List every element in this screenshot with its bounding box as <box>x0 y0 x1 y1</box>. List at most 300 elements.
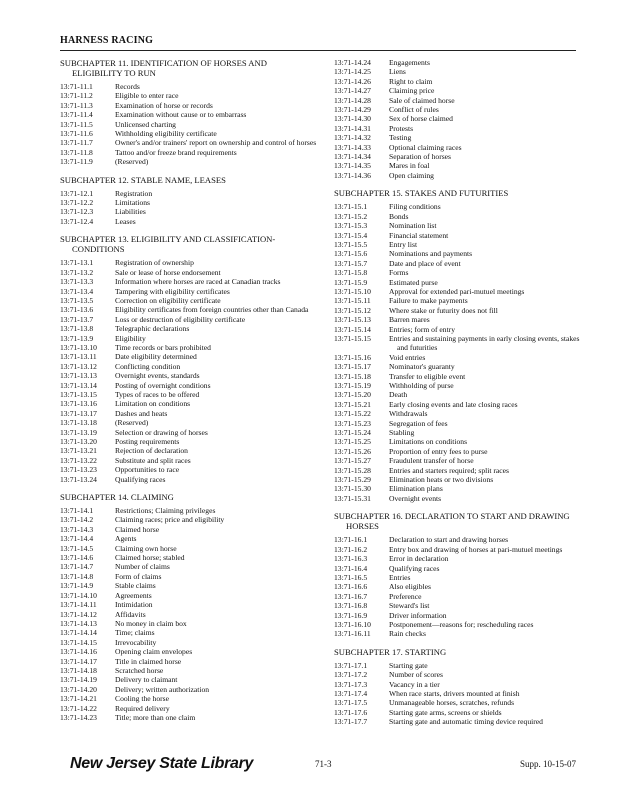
toc-entry <box>60 82 322 91</box>
toc-entry <box>334 231 584 240</box>
section-title: Entries <box>389 572 411 582</box>
section-number: 13:71-17.1 <box>334 660 368 670</box>
section-number: 13:71-15.20 <box>334 390 371 400</box>
section-title: Stable claims <box>115 581 156 591</box>
section-title: Withholding of purse <box>389 381 454 390</box>
section-title: Segregation of fees <box>389 418 448 428</box>
section-title: Bonds <box>389 211 409 221</box>
section-number: 13:71-14.27 <box>334 86 371 96</box>
section-number: 13:71-14.20 <box>60 684 97 694</box>
section-title: Required delivery <box>115 703 170 713</box>
section-title: Limitations <box>115 198 151 208</box>
toc-entry <box>334 259 584 268</box>
section-title: Vacancy in a tier <box>389 679 440 689</box>
section-number: 13:71-14.6 <box>60 553 94 563</box>
section-number: 13:71-14.19 <box>60 675 97 685</box>
toc-entry <box>60 600 322 609</box>
toc-entry <box>334 240 584 249</box>
section-number: 13:71-13.13 <box>60 371 97 381</box>
section-title: Claiming price <box>389 86 435 96</box>
toc-entry <box>334 278 584 287</box>
section-number: 13:71-11.1 <box>60 82 93 91</box>
section-number: 13:71-11.2 <box>60 91 93 101</box>
section-number: 13:71-14.2 <box>60 515 94 525</box>
section-number: 13:71-14.21 <box>60 694 97 704</box>
section-number: 13:71-17.6 <box>334 707 368 717</box>
section-number: 13:71-14.33 <box>334 142 371 152</box>
toc-entry <box>60 685 322 694</box>
section-number: 13:71-13.4 <box>60 286 94 296</box>
section-title: Rain checks <box>389 629 426 639</box>
section-number: 13:71-14.26 <box>334 76 371 86</box>
section-title: Entries and sustaining payments in early closing events, stakes and futurities <box>389 333 580 353</box>
subchapter-heading: SUBCHAPTER 15. STAKES AND FUTURITIES <box>334 188 509 199</box>
section-number: 13:71-11.6 <box>60 129 93 139</box>
toc-entry <box>334 67 584 76</box>
toc-entry <box>334 400 584 409</box>
toc-entry <box>60 189 322 198</box>
section-number: 13:71-15.24 <box>334 428 371 438</box>
toc-entry <box>60 418 322 427</box>
page-number: 71-3 <box>315 759 332 769</box>
toc-entry <box>334 296 584 305</box>
section-number: 13:71-13.10 <box>60 342 97 352</box>
section-number: 13:71-12.4 <box>60 216 94 226</box>
section-number: 13:71-13.11 <box>60 352 97 362</box>
section-number: 13:71-13.12 <box>60 361 97 371</box>
section-number: 13:71-14.16 <box>60 647 97 657</box>
section-title: Time records or bars prohibited <box>115 342 211 352</box>
subchapter-heading: SUBCHAPTER 13. ELIGIBILITY AND CLASSIFICATION-CONDITIONS <box>60 234 276 255</box>
toc-entry <box>60 258 322 267</box>
supplement-date: Supp. 10-15-07 <box>520 759 576 769</box>
section-title: Owner's and/or trainers' report on ownership and control of horses <box>115 138 317 148</box>
running-head: HARNESS RACING <box>60 35 154 46</box>
section-number: 13:71-16.1 <box>334 535 368 545</box>
toc-entry <box>334 601 584 610</box>
section-title: Eligibility <box>115 333 146 343</box>
toc-entry <box>334 494 584 503</box>
section-title: Separation of horses <box>389 152 451 162</box>
section-title: Restrictions; Claiming privileges <box>115 506 216 516</box>
section-title: Registration <box>115 188 153 198</box>
toc-entry <box>60 352 322 361</box>
section-title: Records <box>115 82 140 91</box>
section-number: 13:71-16.11 <box>334 629 371 639</box>
toc-entry <box>60 465 322 474</box>
section-number: 13:71-14.29 <box>334 105 371 115</box>
section-title: Selection or drawing of horses <box>115 427 208 437</box>
toc-entry <box>334 419 584 428</box>
section-title: Void entries <box>389 352 426 362</box>
toc-entry <box>60 456 322 465</box>
section-title: Withdrawals <box>389 409 428 419</box>
section-number: 13:71-11.5 <box>60 119 93 129</box>
section-number: 13:71-14.30 <box>334 114 371 124</box>
section-number: 13:71-15.5 <box>334 239 368 249</box>
section-title: Tattoo and/or freeze brand requirements <box>115 147 237 157</box>
toc-entry <box>334 564 584 573</box>
section-number: 13:71-16.8 <box>334 601 368 611</box>
section-number: 13:71-12.1 <box>60 188 94 198</box>
toc-entry <box>60 675 322 684</box>
section-title: No money in claim box <box>115 618 187 628</box>
section-title: Testing <box>389 133 412 143</box>
section-title: Entries; form of entry <box>389 324 456 334</box>
section-title: Limitations on conditions <box>389 437 468 447</box>
section-title: Registration of ownership <box>115 258 194 268</box>
toc-entry <box>60 562 322 571</box>
section-number: 13:71-14.12 <box>60 609 97 619</box>
section-title: Liens <box>389 67 406 77</box>
section-title: Preference <box>389 591 422 601</box>
toc-entry <box>334 221 584 230</box>
toc-entry <box>60 610 322 619</box>
section-title: Intimidation <box>115 600 153 610</box>
header-rule <box>60 50 576 51</box>
toc-entry <box>60 371 322 380</box>
subchapter-heading: SUBCHAPTER 14. CLAIMING <box>60 492 174 503</box>
section-number: 13:71-15.6 <box>334 249 368 259</box>
section-title: Examination without cause or to embarrass <box>115 110 247 120</box>
toc-entry <box>334 708 584 717</box>
toc-entry <box>60 694 322 703</box>
toc-entry <box>60 666 322 675</box>
toc-entry <box>334 629 584 638</box>
section-number: 13:71-13.7 <box>60 314 94 324</box>
toc-entry <box>334 592 584 601</box>
section-title: Unlicensed charting <box>115 119 176 129</box>
section-title: Agreements <box>115 590 152 600</box>
section-title: Driver information <box>389 610 447 620</box>
toc-entry <box>60 390 322 399</box>
toc-entry <box>334 717 584 726</box>
toc-entry <box>334 325 584 334</box>
section-number: 13:71-13.3 <box>60 277 94 287</box>
section-title: Filing conditions <box>389 202 441 212</box>
section-title: Delivery to claimant <box>115 675 178 685</box>
section-number: 13:71-15.3 <box>334 221 368 231</box>
section-number: 13:71-13.20 <box>60 437 97 446</box>
section-title: Overnight events, standards <box>115 371 200 381</box>
toc-entry <box>60 296 322 305</box>
section-title: Elimination heats or two divisions <box>389 475 494 485</box>
toc-entry <box>334 535 584 544</box>
section-title: Opportunities to race <box>115 465 180 475</box>
section-number: 13:71-15.18 <box>334 371 371 381</box>
section-title: Leases <box>115 216 136 226</box>
section-title: Number of claims <box>115 562 170 572</box>
section-title: Claimed horse <box>115 524 160 534</box>
section-number: 13:71-15.2 <box>334 211 368 221</box>
section-number: 13:71-13.8 <box>60 324 94 334</box>
section-title: Claiming races; price and eligibility <box>115 515 225 525</box>
toc-entry <box>60 591 322 600</box>
section-number: 13:71-16.7 <box>334 591 368 601</box>
section-number: 13:71-13.24 <box>60 474 97 484</box>
section-number: 13:71-14.15 <box>60 637 97 647</box>
toc-entry <box>334 554 584 563</box>
toc-entry <box>60 581 322 590</box>
section-number: 13:71-15.10 <box>334 286 371 296</box>
section-number: 13:71-15.14 <box>334 324 371 334</box>
toc-entry <box>60 277 322 286</box>
toc-entry <box>334 152 584 161</box>
section-number: 13:71-14.8 <box>60 571 94 581</box>
toc-entry <box>334 334 584 353</box>
section-title: Steward's list <box>389 601 430 611</box>
toc-entry <box>334 353 584 362</box>
section-number: 13:71-17.4 <box>334 688 368 698</box>
subchapter-heading: SUBCHAPTER 12. STABLE NAME, LEASES <box>60 174 226 185</box>
section-number: 13:71-11.8 <box>60 147 93 157</box>
toc-entry <box>60 110 322 119</box>
section-title: When race starts, drivers mounted at finish <box>389 688 520 698</box>
section-title: Mares in foal <box>389 161 430 171</box>
section-number: 13:71-15.7 <box>334 258 368 268</box>
toc-entry <box>60 157 322 166</box>
toc-entry <box>60 101 322 110</box>
section-number: 13:71-13.16 <box>60 399 97 409</box>
section-number: 13:71-14.1 <box>60 506 94 516</box>
toc-entry <box>334 670 584 679</box>
toc-entry <box>334 268 584 277</box>
section-title: Title; more than one claim <box>115 712 196 722</box>
toc-entry <box>60 343 322 352</box>
section-title: Date eligibility determined <box>115 352 197 362</box>
section-title: Barren mares <box>389 315 430 325</box>
section-title: Early closing events and late closing races <box>389 399 518 409</box>
subchapter-heading: SUBCHAPTER 17. STARTING <box>334 646 447 657</box>
section-title: Conflicting condition <box>115 361 181 371</box>
section-number: 13:71-13.2 <box>60 267 94 277</box>
section-number: 13:71-13.22 <box>60 455 97 465</box>
section-title: Title in claimed horse <box>115 656 182 666</box>
toc-entry <box>60 446 322 455</box>
toc-entry <box>334 466 584 475</box>
toc-entry <box>60 334 322 343</box>
section-title: Also eligibles <box>389 582 431 592</box>
section-number: 13:71-14.23 <box>60 712 97 722</box>
section-title: Posting of overnight conditions <box>115 380 211 390</box>
section-title: Withholding eligibility certificate <box>115 129 217 139</box>
section-title: Agents <box>115 534 137 544</box>
toc-entry <box>334 372 584 381</box>
section-number: 13:71-14.17 <box>60 656 97 666</box>
section-title: Time; claims <box>115 628 155 638</box>
toc-entry <box>334 390 584 399</box>
section-number: 13:71-13.21 <box>60 446 97 456</box>
section-title: Telegraphic declarations <box>115 324 190 334</box>
section-title: Nominator's guaranty <box>389 362 455 372</box>
toc-entry <box>60 148 322 157</box>
section-number: 13:71-16.9 <box>334 610 368 620</box>
section-title: Claiming own horse <box>115 543 177 553</box>
section-title: Engagements <box>389 58 430 67</box>
page-footer <box>60 755 576 777</box>
section-number: 13:71-14.34 <box>334 152 371 162</box>
section-title: (Reserved) <box>115 418 149 428</box>
section-number: 13:71-14.28 <box>334 95 371 105</box>
section-number: 13:71-15.29 <box>334 475 371 485</box>
section-title: Posting requirements <box>115 437 180 446</box>
toc-entry <box>334 58 584 67</box>
section-number: 13:71-13.23 <box>60 465 97 475</box>
section-number: 13:71-15.30 <box>334 484 371 494</box>
section-number: 13:71-14.14 <box>60 628 97 638</box>
toc-entry <box>60 409 322 418</box>
toc-entry <box>60 553 322 562</box>
left-column <box>60 58 322 722</box>
section-title: Declaration to start and drawing horses <box>389 535 509 545</box>
section-title: Error in declaration <box>389 554 449 564</box>
library-watermark: New Jersey State Library <box>70 755 254 772</box>
toc-entry <box>60 138 322 147</box>
toc-entry <box>60 506 322 515</box>
section-title: Tampering with eligibility certificates <box>115 286 230 296</box>
section-title: Overnight events <box>389 493 442 503</box>
toc-entry <box>334 202 584 211</box>
section-number: 13:71-11.7 <box>60 138 93 148</box>
toc-entry <box>60 534 322 543</box>
section-title: Protests <box>389 123 414 133</box>
toc-entry <box>60 638 322 647</box>
section-title: Elimination plans <box>389 484 443 494</box>
section-title: Nomination list <box>389 221 437 231</box>
section-title: Nominations and payments <box>389 249 473 259</box>
toc-entry <box>334 105 584 114</box>
toc-entry <box>334 86 584 95</box>
section-title: Delivery; written authorization <box>115 684 210 694</box>
section-number: 13:71-14.36 <box>334 170 371 180</box>
toc-entry <box>60 475 322 484</box>
section-number: 13:71-12.2 <box>60 198 94 208</box>
section-number: 13:71-15.15 <box>334 333 371 343</box>
section-number: 13:71-14.13 <box>60 618 97 628</box>
section-title: Irrevocability <box>115 637 157 647</box>
section-number: 13:71-14.24 <box>334 58 371 67</box>
section-number: 13:71-15.12 <box>334 305 371 315</box>
toc-entry <box>334 484 584 493</box>
section-title: Form of claims <box>115 571 162 581</box>
section-number: 13:71-15.19 <box>334 381 371 390</box>
toc-entry <box>60 305 322 314</box>
toc-entry <box>334 362 584 371</box>
section-number: 13:71-15.25 <box>334 437 371 447</box>
section-number: 13:71-15.27 <box>334 456 371 466</box>
section-number: 13:71-15.26 <box>334 446 371 456</box>
section-number: 13:71-14.5 <box>60 543 94 553</box>
section-number: 13:71-15.28 <box>334 465 371 475</box>
section-number: 13:71-13.1 <box>60 258 94 268</box>
toc-entry <box>60 657 322 666</box>
section-title: Unmanageable horses, scratches, refunds <box>389 698 515 708</box>
section-title: Conflict of rules <box>389 105 439 115</box>
section-number: 13:71-16.4 <box>334 563 368 573</box>
toc-entry <box>334 475 584 484</box>
section-title: Examination of horse or records <box>115 100 213 110</box>
toc-entry <box>334 161 584 170</box>
toc-entry <box>60 91 322 100</box>
toc-entry <box>334 212 584 221</box>
section-title: Fraudulent transfer of horse <box>389 456 474 466</box>
section-number: 13:71-16.10 <box>334 619 371 629</box>
section-number: 13:71-17.2 <box>334 670 368 680</box>
section-title: Affidavits <box>115 609 146 619</box>
toc-entry <box>60 544 322 553</box>
section-number: 13:71-15.8 <box>334 268 368 278</box>
section-title: Right to claim <box>389 76 433 86</box>
toc-entry <box>334 249 584 258</box>
toc-entry <box>334 611 584 620</box>
toc-entry <box>60 704 322 713</box>
section-number: 13:71-13.5 <box>60 295 94 305</box>
section-number: 13:71-16.3 <box>334 554 368 564</box>
section-number: 13:71-13.6 <box>60 305 94 315</box>
section-number: 13:71-11.4 <box>60 110 93 120</box>
toc-entry <box>60 713 322 722</box>
section-number: 13:71-14.35 <box>334 161 371 171</box>
toc-entry <box>334 689 584 698</box>
section-number: 13:71-16.5 <box>334 572 368 582</box>
toc-entry <box>60 381 322 390</box>
section-number: 13:71-13.17 <box>60 408 97 418</box>
toc-entry <box>60 268 322 277</box>
section-number: 13:71-12.3 <box>60 207 94 217</box>
section-title: Entries and starters required; split races <box>389 465 509 475</box>
section-title: Sale or lease of horse endorsement <box>115 267 221 277</box>
toc-entry <box>334 114 584 123</box>
section-number: 13:71-15.23 <box>334 418 371 428</box>
toc-entry <box>334 381 584 390</box>
section-number: 13:71-15.17 <box>334 362 371 372</box>
section-title: Optional claiming races <box>389 142 462 152</box>
section-number: 13:71-14.4 <box>60 534 94 544</box>
section-title: Postponement—reasons for; rescheduling races <box>389 619 534 629</box>
toc-entry <box>334 447 584 456</box>
section-title: Transfer to eligible event <box>389 371 466 381</box>
section-title: Information where horses are raced at Canadian tracks <box>115 277 281 287</box>
toc-entry <box>334 143 584 152</box>
toc-entry <box>334 77 584 86</box>
toc-entry <box>334 315 584 324</box>
toc-entry <box>334 96 584 105</box>
section-title: Cooling the horse <box>115 694 169 704</box>
toc-entry <box>334 437 584 446</box>
section-number: 13:71-11.3 <box>60 100 93 110</box>
section-number: 13:71-13.14 <box>60 380 97 390</box>
section-title: Limitation on conditions <box>115 399 191 409</box>
section-number: 13:71-15.9 <box>334 277 368 287</box>
section-number: 13:71-11.9 <box>60 157 93 167</box>
section-title: Qualifying races <box>389 563 440 573</box>
section-title: Substitute and split races <box>115 455 191 465</box>
section-title: Estimated purse <box>389 277 438 287</box>
toc-entry <box>60 428 322 437</box>
section-number: 13:71-17.3 <box>334 679 368 689</box>
toc-entry <box>334 133 584 142</box>
toc-entry <box>334 171 584 180</box>
toc-entry <box>60 287 322 296</box>
section-number: 13:71-14.7 <box>60 562 94 572</box>
section-title: Entry box and drawing of horses at pari-mutuel meetings <box>389 544 563 554</box>
toc-entry <box>60 207 322 216</box>
toc-entry <box>60 324 322 333</box>
section-number: 13:71-16.2 <box>334 544 368 554</box>
section-number: 13:71-14.32 <box>334 133 371 143</box>
toc-entry <box>60 315 322 324</box>
toc-entry <box>334 428 584 437</box>
